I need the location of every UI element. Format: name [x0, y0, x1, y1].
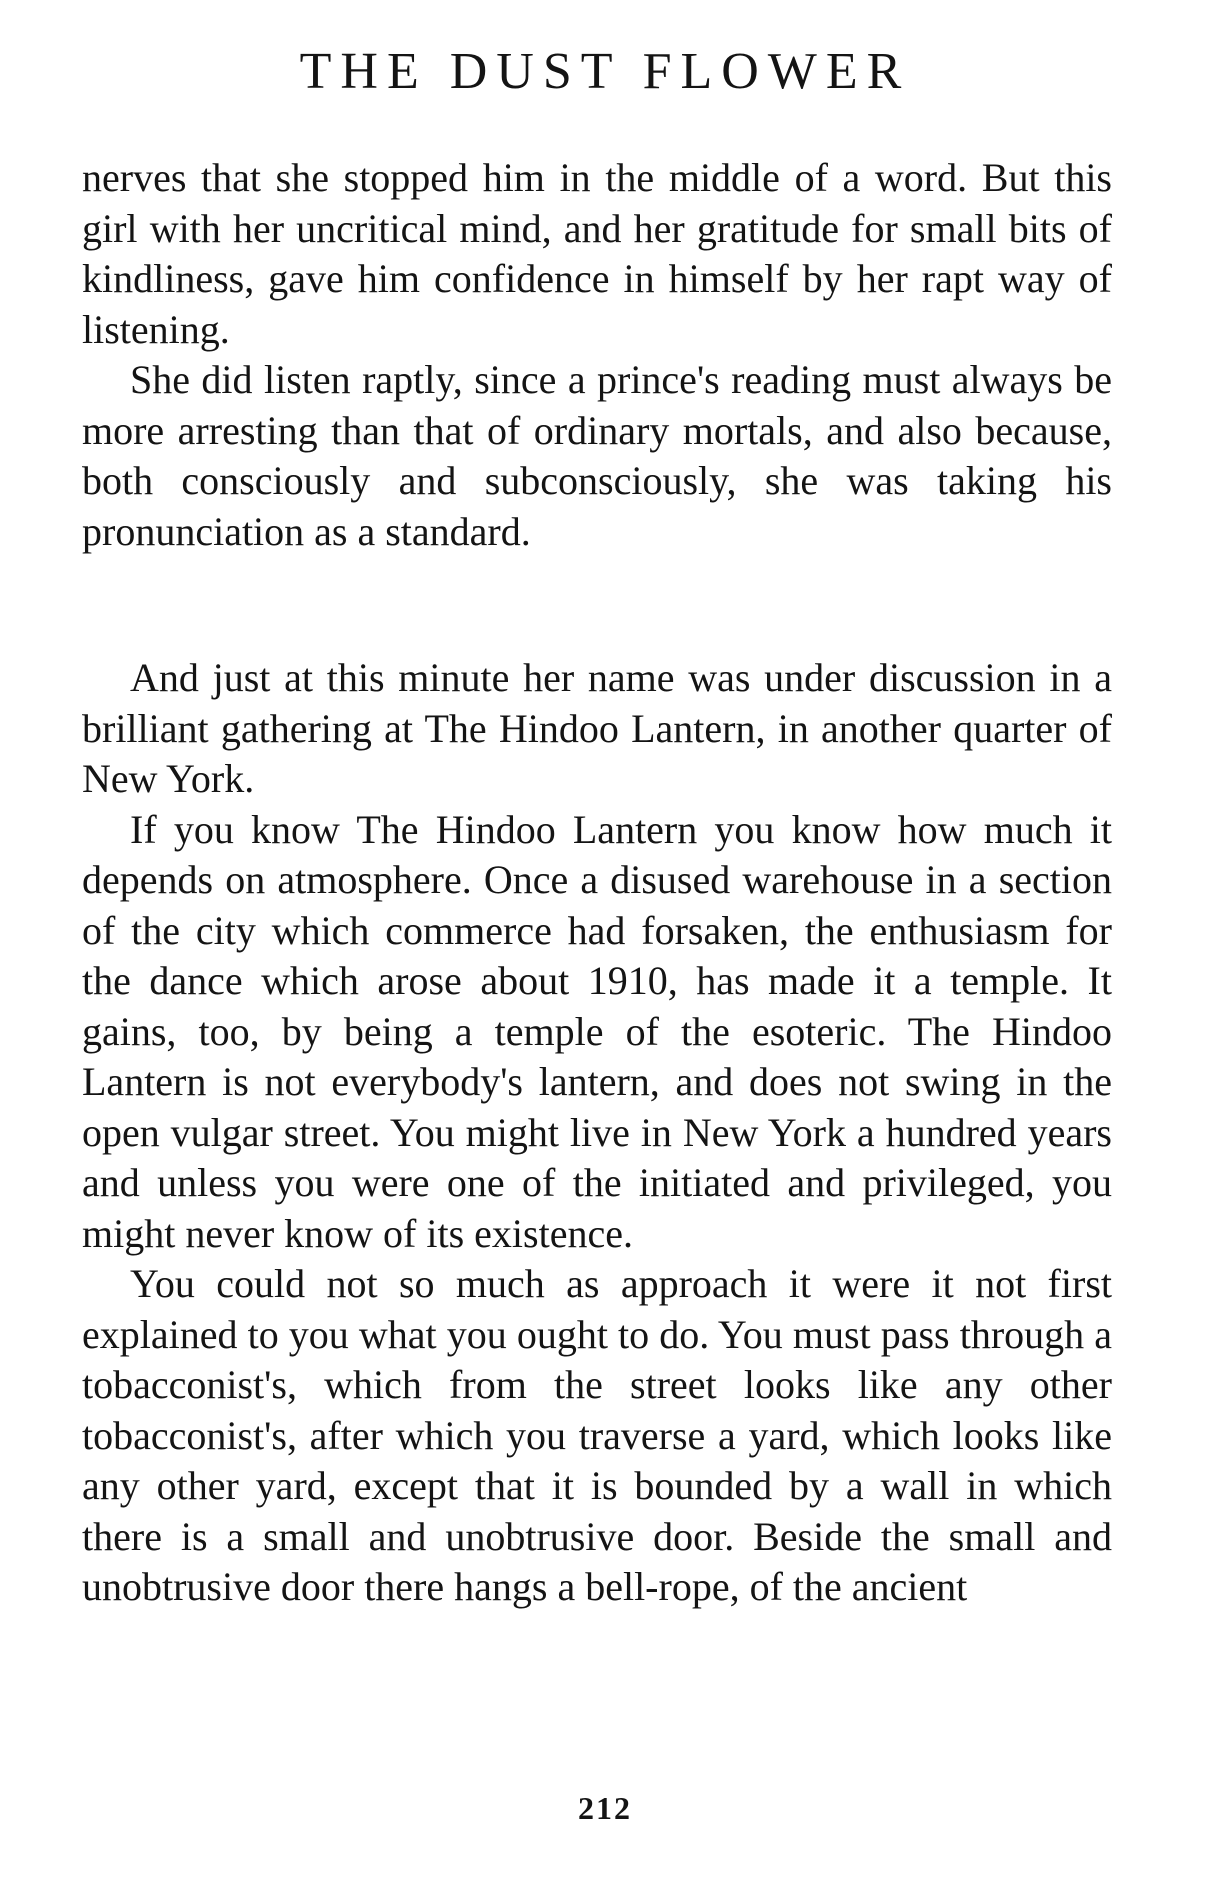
- paragraph: You could not so much as approach it were it not first explained to you what you ought to do. You must pass through a tobacconist's, which from the street looks like any other tobacconist's, after which you traverse a yard, which looks like any other yard, except that it is bounded by a wall in which there is a small and unobtrusive door. Beside the small and unobtrusive door there hangs a bell-rope, of the ancient: [82, 1261, 1112, 1609]
- section-one: [82, 153, 1112, 557]
- paragraph: If you know The Hindoo Lantern you know how much it depends on atmosphere. Once a disused warehouse in a section of the city which commerce had forsaken, the enthusiasm for the dance which arose about 1910, has made it a temple. It gains, too, by being a temple of the esoteric. The Hindoo Lantern is not everybody's lantern, and does not swing in the open vulgar street. You might live in New York a hundred years and unless you were one of the initiated and privileged, you might never know of its existence.: [82, 806, 1112, 1256]
- section-two: [82, 653, 1112, 1613]
- paragraph-continued: nerves that she stopped him in the middle of a word. But this girl with her uncritical mind, and her gratitude for small bits of kindliness, gave him confidence in himself by her rapt way of listening.: [82, 155, 1112, 352]
- page-number: 212: [578, 1790, 632, 1826]
- paragraph: She did listen raptly, since a prince's reading must always be more arresting than that of ordinary mortals, and also because, both consciously and subconsciously, she was taking his pronunciation as a standard.: [82, 357, 1112, 554]
- running-head: THE DUST FLOWER: [299, 43, 911, 100]
- paragraph: And just at this minute her name was under discussion in a brilliant gathering at The Hindoo Lantern, in another quarter of New York.: [82, 655, 1112, 801]
